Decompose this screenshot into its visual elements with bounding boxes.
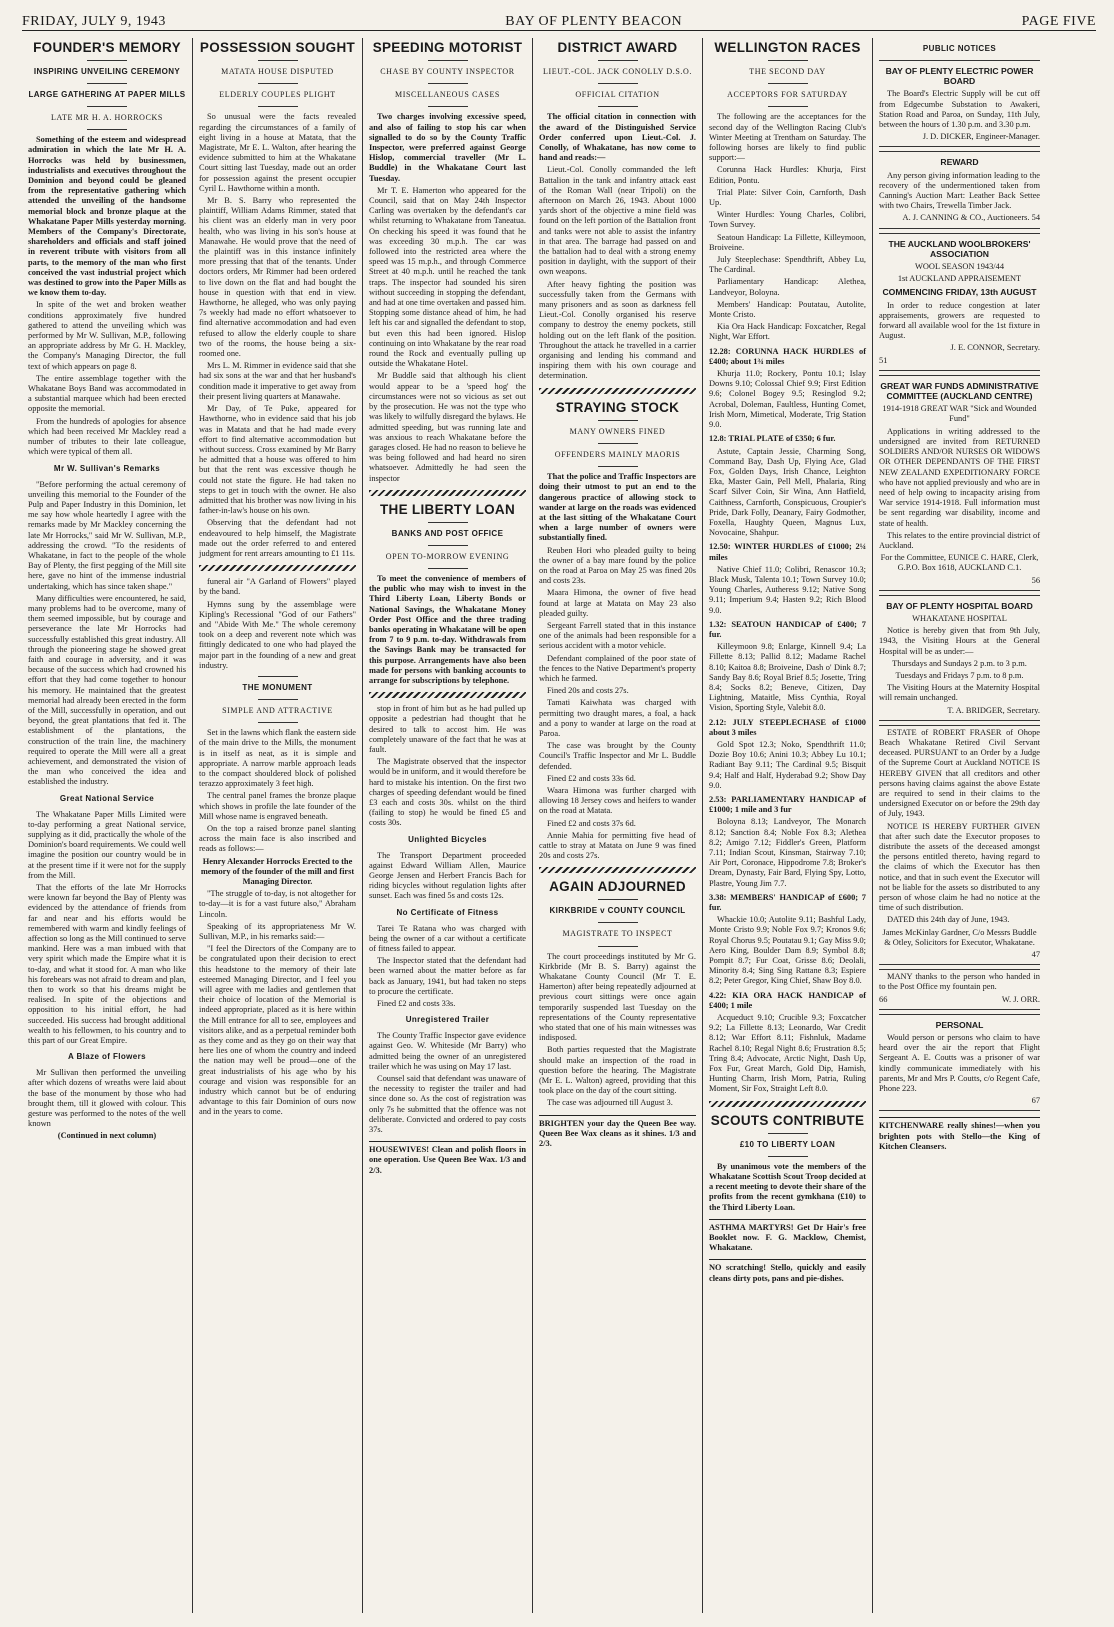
article-subhead: THE MONUMENT (242, 682, 313, 692)
inscription: Henry Alexander Horrocks Erected to the memory of the founder of the mill and first Managing Director. (200, 856, 355, 887)
advert-stello: NO scratching! Stello, quickly and easily cleans dirty pots, pans and pie-dishes. (709, 1259, 866, 1283)
paragraph: Many difficulties were encountered, he said, many problems had to be overcome, many of them seemed impossible, but by courage and perseverance the late Mr Horrocks had successfully established this great industry. All through the pioneering stage he showed great faith and courage in adversity, and it was because of the success which had crowned his effort that they had come together to honour his memory. He maintained that the greatest memorial had already been erected in the form of the Mill, successfully in operation, and out beyond, the great plantations that fed it. The establishment of the plantations, the construction of the train line, the machinery required to operate the Mill were all a great achievement, and demonstrated the vision of the man who conceived the idea and established the industry. (28, 593, 186, 787)
race-heading: 1.32: SEATOUN HANDICAP of £400; 7 fur. (709, 619, 866, 639)
advert-kitchenware: KITCHENWARE really shines!—when you brighten pots with Stello—the King of Kitchen Cleansers. (879, 1117, 1040, 1152)
race-heading: 4.22: KIA ORA HACK HANDICAP of £400; 1 mile (709, 990, 866, 1010)
article-subhead: ELDERLY COUPLES PLIGHT (219, 90, 336, 100)
paragraph: From the hundreds of apologies for absence which had been received Mr Mackley read a number of tributes to their late colleague, which were typical of them all. (28, 416, 186, 457)
section-heading: Unregistered Trailer (405, 1015, 490, 1025)
notice-signature-name: W. J. ORR. (1001, 994, 1040, 1004)
notice-text: Thursdays and Sundays 2 p.m. to 3 p.m. (892, 658, 1027, 668)
column-possession-sought (192, 38, 362, 1613)
notice-number: 66 (879, 994, 888, 1004)
race-field: Whackie 10.0; Autolite 9.11; Bashful Lady, Monte Cristo 9.9; Noble Fox 9.7; Kronos 9.6; Royal Chorus 9.5; Poutatau 9.1; Gay Miss 9.0; Aero King, Boulder Dam 8.9; Symbol 8.8; Pompit 8.7; Fur Coat, Grisse 8.6; Deolali, Minority 8.4; Sing Sing Rattane 8.3; Espiere 8.2; Peter Gregor, King Chief, Shaw Boy 8.0. (709, 915, 866, 986)
paragraph: Lieut.-Col. Conolly commanded the left Battalion in the tank and infantry attack east of the Roman Wall (near Tripoli) on the afternoon on March 26, 1943. About 1000 yards short of the objective a mine field was found on the left portion of the Battalion front and tanks were not able to assist the infantry in that area. The barrage had passed on and the battalion had to deal with a strong enemy position in daylight, with the support of their own weapons. (539, 165, 696, 277)
notice-subhead: WOOL SEASON 1943/44 (914, 262, 1005, 272)
race-heading: 2.53: PARLIAMENTARY HANDICAP of £1000; 1 mile and 3 fur (709, 795, 866, 815)
paragraph: Counsel said that defendant was unaware of the necessity to register the trailer and had since done so. As the cost of registration was only 7s he submitted that the offence was not deliberate. Convicted and ordered to pay costs 37s. (369, 1074, 526, 1135)
paragraph: Corunna Hack Hurdles: Khurja, First Edition, Pontu. (709, 165, 866, 185)
section-heading: Unlighted Bicycles (408, 834, 487, 844)
race-heading: 12.28: CORUNNA HACK HURDLES of £400; about 1¾ miles (709, 346, 866, 366)
divider (369, 490, 526, 496)
paragraph: Fined £2 and costs 33s 6d. (547, 773, 636, 783)
paragraph: The central panel frames the bronze plaque which shows in profile the late founder of the Mill whose name is engraved beneath. (199, 791, 356, 821)
paragraph: Kia Ora Hack Handicap: Foxcatcher, Regal Night, War Effort. (709, 322, 866, 342)
column-wellington-races (702, 38, 872, 1613)
article-subhead: LARGE GATHERING AT PAPER MILLS (28, 90, 186, 99)
column-founders-memory (22, 38, 192, 1613)
paragraph: funeral air "A Garland of Flowers" played by the band. (199, 577, 356, 597)
paragraph: Mr Buddle said that although his client would appear to be a 'speed hog' the circumstances were not so vicious as set out by the prosecution. He was not the type who was likely to wilfully disregard the bylaws. He admitted speeding, but was running late and was anxious to reach Whakatane before the garages closed. He had no reason to believe he was being followed and had heard no siren whatsoever. Admittedly he had seen the inspector (369, 371, 526, 483)
paragraph: Hymns sung by the assemblage were Kipling's Recessional "God of our Fathers" and "Abide With Me." The whole ceremony took on a deep and reverent note which was fittingly dedicated to one who had played the major part in the founding of a new and great industry. (199, 599, 356, 670)
race-field: Acqueduct 9.10; Crucible 9.3; Foxcatcher 9.2; La Fillette 8.13; Leonardo, War Credit 8.12; War Effort 8.11; Fishnluk, Madame Rachel 8.10; Regal Night 8.6; Frustration 8.5; Tring 8.4; Advocate, Arctic Night, Dash Up, Fox Fur, Great March, Gold Dip, Hamish, Hunting Charm, Irish Morn, Patria, Ruling Moment, Sir Fox, Straight Left 8.0. (709, 1013, 866, 1094)
paragraph: Seatoun Handicap: La Fillette, Killeymoon, Broiveine. (709, 232, 866, 252)
section-title: PUBLIC NOTICES (922, 44, 997, 53)
article-title: AGAIN ADJOURNED (549, 879, 686, 895)
article-subhead: OFFENDERS MAINLY MAORIS (554, 449, 681, 459)
paragraph: Mr Sullivan then performed the unveiling after which dozens of wreaths were laid about the base of the monument by those who had brought them, till it glowed with colour. This gesture was performed to the notes of the well known (28, 1068, 186, 1129)
paragraph: The Whakatane Paper Mills Limited were to-day performing a great National service, supplying as it did, practically the whole of the Dominion's board requirements. We could well imagine the position our country would be in at the present time if it were not for the supply from the Mill. (28, 809, 186, 880)
article-subhead: MANY OWNERS FINED (569, 426, 666, 436)
notice-text: The Board's Electric Supply will be cut off from Edgecumbe Substation to Awakeri, Station Road and Paroa, on Sunday, 11th July, between the hours of 1.30 p.m. and 3.30 p.m. (879, 89, 1040, 130)
paragraph: So unusual were the facts revealed regarding the circumstances of a family of eight living in a house at Matata, that the Magistrate, Mr E. L. Walton, after hearing the evidence submitted to him at the Whakatane Court sitting last Tuesday, made out an order for possession against the present occupier Cyril L. Hawthorne within a month. (199, 112, 356, 193)
divider (369, 692, 526, 698)
article-lead: The official citation in connection with the award of the Distinguished Service Order conferred upon Lieut.-Col. J. Conolly, of Whakatane, has now come to hand and reads:— (539, 112, 696, 163)
paragraph: Fined 20s and costs 27s. (547, 686, 629, 696)
notice-number: 47 (1031, 950, 1040, 960)
article-title: FOUNDER'S MEMORY (33, 40, 181, 55)
article-subhead: SIMPLE AND ATTRACTIVE (222, 705, 333, 715)
race-field: Khurja 11.0; Rockery, Pontu 10.1; Islay Downs 9.10; Colossal Chief 9.9; First Edition 9.6; Colonel Bogey 9.5; Resinglod 9.2; Acrobal, Doleman, Faultless, Hunting Comet, Irish Morn, Mimetical, Moderate, Trig Station 9.0. (709, 369, 866, 430)
paragraph: The Transport Department proceeded against Edward William Allen, Maurice George Jensen and Herbert Francis Bach for riding bicycles without regulation lights after sunset. Each was fined 5s and costs 12s. (369, 850, 526, 901)
notice-number: 67 (1031, 1096, 1040, 1106)
section-heading: No Certificate of Fitness (396, 907, 499, 917)
paragraph: Set in the lawns which flank the eastern side of the main drive to the Mills, the monument is in itself as neat, as it is simple and appropriate. A narrow marble approach leads to the compact shouldered block of polished terazzo approximately 3 feet high. (199, 728, 356, 789)
notice-heading: REWARD (940, 157, 979, 168)
race-field: Gold Spot 12.3; Noko, Spendthrift 11.0; Dozie Boy 10.6; Anini 10.3; Abbey Lu 10.1; Radiant Bay 9.11; The Cardinal 9.5; Bisquit 9.4; Half and Half, Hyderabad 9.2; Show Day 9.0. (709, 739, 866, 790)
notice-war-funds (879, 375, 1040, 591)
masthead (22, 4, 1096, 31)
liberty-loan-title: THE LIBERTY LOAN (379, 501, 516, 517)
divider (199, 565, 356, 571)
article-title: STRAYING STOCK (555, 399, 680, 415)
notice-text: ESTATE of ROBERT FRASER of Ohope Beach Whakatane Retired Civil Servant deceased. PURSUANT to an Order by a Judge of the Supreme Court at Auckland NOTICE IS HEREBY GIVEN that all creditors and other persons having claims against the above Estate are required to send in their claims to the undersigned Executor on or before the 29th day of July, 1943. (879, 727, 1040, 819)
notice-personal (879, 1014, 1040, 1112)
notice-signature: For the Committee, EUNICE C. HARE, Clerk, G.P.O. Box 1618, AUCKLAND C.1. (880, 553, 1039, 573)
notice-woolbrokers (879, 233, 1040, 371)
notice-number: 54 (1031, 213, 1040, 223)
article-subhead: MISCELLANEOUS CASES (395, 90, 500, 100)
paragraph: Mr Day, of Te Puke, appeared for Hawthorne, who in evidence said that his job was in Matata and that he had made every effort to find alternative accommodation but without success. Cross examined by Mr Barry he admitted that a house was offered to him but that the rent was excessive though he could not state the figure. He had taken no steps to get in touch with the owner. He also admitted that his brother was now living in his father-in-law's house on his own. (199, 404, 356, 516)
race-field: Killeymoon 9.8; Enlarge, Kinnell 9.4; La Fillette 8.13; Pallid 8.12; Madame Rachel 8.10; Kaitoa 8.8; Broiveine, Dash o' Dink 8.7; Sandy Bay 8.6; Royal Brief 8.5; Josette, Tring 8.4; Socks 8.2; Beneve, Citizen, Day Lightning, Mataitle, Miss Cynthia, Royal Vision, Sporting Style, Valebit 8.0. (709, 642, 866, 713)
paragraph: Trial Plate: Silver Coin, Carnforth, Dash Up. (709, 187, 866, 208)
notice-reward (879, 151, 1040, 228)
paragraph: Both parties requested that the Magistrate should make an inspection of the road in question before the hearing. The Magistrate (Mr E. L. Walton) agreed, providing that this took place on the day of the court sitting. (539, 1045, 696, 1096)
notice-number: 56 (1031, 575, 1040, 585)
page-columns (22, 38, 1096, 1613)
paragraph: In spite of the wet and broken weather conditions approximately five hundred gathered to attend the unveiling which was performed by Mr W. Sullivan, M.P., following an appropriate address by Mr G. H. Mackley, the Company's Managing Director, the full text of which appears on page 8. (28, 300, 186, 371)
paragraph: Members' Handicap: Poutatau, Autolite, Monte Cristo. (709, 299, 866, 320)
notice-text: Any person giving information leading to the recovery of the undermentioned taken from Canning's Auction Mart: Leather Back Settee with two Chairs, Trewella Timber Jack. (879, 170, 1040, 211)
article-subhead: £10 TO LIBERTY LOAN (739, 1139, 836, 1149)
paragraph: After heavy fighting the position was successfully taken from the Germans with many prisoners and as soon as darkness fell Lieut.-Col. Conolly organised his reserve company to destroy the enemy pockets, still holding out on the left flank of the position. Throughout the attack he travelled in a carrier organising and lending his command and inspiring them with his own courage and determination. (539, 279, 696, 381)
notice-heading: GREAT WAR FUNDS ADMINISTRATIVE COMMITTEE (AUCKLAND CENTRE) (880, 380, 1039, 402)
article-lead: Two charges involving excessive speed, and also of failing to stop his car when signalled to do so by the County Traffic Inspector, were preferred against George Hislop, commercial traveller (Mr L. Buddle) in the Whakatane Court last Tuesday. (369, 112, 526, 183)
advert-asthma: ASTHMA MARTYRS! Get Dr Hair's free Booklet now. F. G. Macklow, Chemist, Whakatane. (709, 1219, 866, 1254)
notice-text: The Visiting Hours at the Maternity Hospital will remain unchanged. (879, 683, 1040, 703)
notice-hospital-board (879, 595, 1040, 721)
race-field: Boloyna 8.13; Landveyor, The Monarch 8.12; Sanction 8.4; Noble Fox 8.3; Alethea 8.2; Amigo 7.12; Fiddler's Green, Platform 7.11; Indian Scout, Kinsman, Stairway 7.10; Air Port, Coronace, Hippodrome 7.8; Broker's Dream, Dynasty, Fair Bard, Flying Spy, Lotto, Plastre, Young Jim 7.7. (709, 817, 866, 888)
paragraph: July Steeplechase: Spendthrift, Abbey Lu, The Cardinal. (709, 255, 866, 275)
notice-text: DATED this 24th day of June, 1943. (887, 915, 1010, 925)
notice-text: NOTICE IS HEREBY FURTHER GIVEN that after such date the Executor proposes to distribute the assets of the deceased amongst the persons entitled thereto, having regard to the claims of which the Executor has then notice, and that in such event the Executor will not be liable for the assets so distributed to any person of whose claim he had no notice at the time of such distribution. (879, 821, 1040, 913)
notice-text: This relates to the entire provincial district of Auckland. (879, 530, 1040, 550)
paragraph: By unanimous vote the members of the Whakatane Scottish Scout Troop decided at a recent meeting to devote their share of the profits from the recent gymkhana (£10) to the Third Liberty Loan. (709, 1161, 866, 1212)
notice-heading: BAY OF PLENTY HOSPITAL BOARD (886, 600, 1033, 611)
notice-signature: J. E. CONNOR, Secretary. (950, 343, 1040, 353)
article-subhead: KIRKBRIDE v COUNTY COUNCIL (549, 906, 686, 916)
notice-subhead: 1st AUCKLAND APPRAISEMENT (897, 274, 1022, 284)
paragraph: Parliamentary Handicap: Alethea, Landveyor, Boloyna. (709, 277, 866, 297)
article-title: SCOUTS CONTRIBUTE (710, 1112, 865, 1128)
notice-heading: PERSONAL (935, 1019, 984, 1030)
divider (539, 388, 696, 394)
article-subhead: ACCEPTORS FOR SATURDAY (727, 90, 848, 100)
notice-text: MANY thanks to the person who handed in to the Post Office my fountain pen. (879, 972, 1040, 992)
paragraph: On the top a raised bronze panel slanting across the main face is also inscribed and reads as follows:— (199, 824, 356, 854)
notice-subhead: COMMENCING FRIDAY, 13th AUGUST (882, 287, 1037, 298)
paragraph: Maara Himona, the owner of five head found at large at Matata on May 23 also pleaded guilty. (539, 588, 696, 618)
notice-signature (879, 213, 1040, 223)
article-lead: Something of the esteem and widespread admiration in which the late Mr H. A. Horrocks was held by businessmen, industrialists and executives throughout the Dominion and beyond could be gleaned from the representative gathering which attended the unveiling of the handsome memorial block and bronze plaque at the Whakatane Paper Mills yesterday morning. Members of the Company's Directorate, shareholders and officials and staff joined in reverent tribute with visitors from all parts, to the memory of the man who first conceived the vast industrial project which was destined to grow into the Paper Mills as we know them to-day. (28, 135, 186, 298)
paragraph: The Magistrate observed that the inspector would be in uniform, and it would therefore be hard to mistake his intention. On the first two charges of speeding defendant would be fined £3 each and costs 30s. whilst on the third (failing to stop) he would be fined £5 and costs 30s. (369, 757, 526, 828)
notice-text: In order to reduce congestion at later appraisements, growers are requested to forward all available wool for the 1st fixture in August. (879, 300, 1040, 341)
article-subhead: LIEUT.-COL. JACK CONOLLY D.S.O. (543, 67, 692, 76)
notice-text: Notice is hereby given that from 9th July, 1943, the Visiting Hours at the General Hospital will be as under:— (879, 626, 1040, 656)
paragraph: stop in front of him but as he had pulled up opposite a pedestrian had thought that he desired to talk to accost him. He was completely unaware of the fact that he was at fault. (369, 704, 526, 754)
notice-signature (879, 995, 1040, 1005)
notice-signature: James McKinlay Gardner, C/o Messrs Buddle & Otley, Solicitors for Executor, Whakatane. (882, 927, 1037, 947)
paragraph: Reuben Hori who pleaded guilty to being the owner of a bay mare found by the police on the road at Paroa on May 25 was fined 20s and costs 23s. (539, 545, 696, 586)
notice-power-board (879, 60, 1040, 147)
paragraph: Fined £2 and costs 33s. (377, 999, 456, 1009)
article-lead: That the police and Traffic Inspectors are doing their utmost to put an end to the dangerous practice of allowing stock to wander at large on the roads was evidenced at the last sitting of the Whakatane Court when a large number of owners were substantially fined. (539, 472, 696, 543)
paragraph: The following are the acceptances for the second day of the Wellington Racing Club's Winter Meeting at Trentham on Saturday. The following horses are likely to find public support:— (709, 112, 866, 163)
column-public-notices (872, 38, 1046, 1613)
paragraph: Fined £2 and costs 37s 6d. (547, 818, 636, 828)
notice-signature: J. D. DICKER, Engineer-Manager. (922, 132, 1040, 142)
paragraph: The Inspector stated that the defendant had been warned about the matter before as far back as January, 1941, but had taken no steps to procure the certificate. (369, 956, 526, 996)
race-field: Native Chief 11.0; Colibri, Renascor 10.3; Black Musk, Talenta 10.1; Town Survey 10.0; Young Charles, Autheress 9.12; Native Song 9.11; Imperium 9.4; Hasten 9.2; Rich Blood 9.0. (709, 564, 866, 615)
paragraph: Sergeant Farrell stated that in this instance one of the animals had been responsible for a serious accident with a motor vehicle. (539, 620, 696, 651)
notice-estate (879, 725, 1040, 965)
article-subhead: MAGISTRATE TO INSPECT (562, 929, 673, 939)
article-subhead: LATE MR H. A. HORROCKS (51, 113, 163, 122)
masthead-paper: BAY OF PLENTY BEACON (505, 14, 683, 29)
article-subhead: CHASE BY COUNTY INSPECTOR (380, 67, 515, 76)
notice-subhead: WHAKATANE HOSPITAL (912, 613, 1007, 623)
column-speeding-motorist (362, 38, 532, 1613)
section-heading: Mr W. Sullivan's Remarks (53, 463, 161, 473)
article-subhead: THE SECOND DAY (749, 67, 826, 76)
notice-heading: THE AUCKLAND WOOLBROKERS' ASSOCIATION (888, 238, 1031, 259)
paragraph: Mr B. S. Barry who represented the plaintiff, William Adams Rimmer, stated that his client was an elderly man in very poor health, who was living in his son's house at Manawahe. He would prove that the need of the plaintiff was in this instance infinitely more pressing that that of the tenants. Under doctors orders, Mr Rimmer had been ordered to live down on the flat and had bought the house in question with that end in view. Hawthorne, he alleged, who was only paying 7s weekly had made no effort whatsoever to find alternative accommodation and had even refused to allow the elderly couple to share two of the rooms, the house being a six-roomed one. (199, 196, 356, 359)
divider (709, 1101, 866, 1107)
paragraph: Winter Hurdles: Young Charles, Colibri, Town Survey. (709, 210, 866, 230)
article-subhead: OPEN TO-MORROW EVENING (385, 551, 510, 561)
race-heading: 12.8: TRIAL PLATE of £350; 6 fur. (709, 434, 836, 444)
paragraph: Mr T. E. Hamerton who appeared for the Council, said that on May 24th Inspector Carling was overtaken by the defendant's car whilst returning to Whakatane from Taneatua. On checking his speed it was found that he was exceeding 30 m.p.h. The car was followed into the restricted area where the speed was 15 m.p.h., and through Commerce Street at 40 m.p.h. until he reached the tank traps. The inspector had sounded his siren without succeeding in stopping the defendant, and had at one time overtaken and passed him. Stopping some distance ahead of him, he had left his car and signalled the defendant to stop, but even this had been ignored. Hislop continuing on into Whakatane by the rear road round the Rock and eventually pulling up outside the Whakatane Hotel. (369, 185, 526, 369)
race-heading: 2.12: JULY STEEPLECHASE of £1000 about 3 miles (709, 717, 866, 737)
paragraph: The court proceedings instituted by Mr G. Kirkbride (Mr B. S. Barry) against the Whakatane County Council (Mr T. E. Hamerton) after being repeatedly adjourned at previous court sittings were once again temporarily suspended last Tuesday on the representations of the County representative who stated that one of his main witnesses was indisposed. (539, 951, 696, 1043)
liberty-loan-text: To meet the convenience of members of the public who may wish to invest in the Third Liberty Loan, Liberty Bonds or National Savings, the Whakatane Money Order Post Office and the three trading banks operating in Whakatane will be open from 7 to 9 p.m. to-day. Withdrawals from the Savings Bank may be transacted for this purpose. Arrangements have also been made for persons with banking accounts to arrange for subscriptions by telephone. (369, 573, 526, 685)
notice-signature: T. A. BRIDGER, Secretary. (947, 705, 1040, 715)
notice-subhead: 1914-1918 GREAT WAR "Sick and Wounded Fund" (882, 404, 1037, 424)
notice-text: Tuesdays and Fridays 7 p.m. to 8 p.m. (895, 670, 1024, 680)
advert-queen-bee: HOUSEWIVES! Clean and polish floors in one operation. Use Queen Bee Wax. 1/3 and 2/3. (369, 1141, 526, 1176)
divider (539, 867, 696, 873)
paragraph: Waara Himona was further charged with allowing 18 Jersey cows and heifers to wander on the road at Matata. (539, 785, 696, 816)
section-heading: A Blaze of Flowers (67, 1052, 147, 1062)
paragraph: "The struggle of to-day, is not altogether for to-day—it is for a vast future also," Abraham Lincoln. (199, 889, 356, 919)
notice-heading: BAY OF PLENTY ELECTRIC POWER BOARD (885, 66, 1034, 87)
race-heading: 12.50: WINTER HURDLES of £1000; 2¼ miles (709, 542, 866, 562)
advert-queen-bee: BRIGHTEN your day the Queen Bee way. Queen Bee Wax cleans as it shines. 1/3 and 2/3. (539, 1115, 696, 1150)
paragraph: "I feel the Directors of the Company are to be congratulated upon their decision to erect this headstone to the memory of their late esteemed Managing Director, and I feel you will agree with me ladies and gentlemen that their choice of location of the Memorial is indeed appropriate, placed as it is here within the Mill entrance for all to see, employees and visitors alike, and as a perpetual reminder both as they come and as they go on their way that here lies one of whom the country and indeed the nation may well be proud—one of the great industrialists of his age who by his courage and vision was responsible for an industry which cannot but be of enduring advantage to this fair Dominion of ours now and in the years to come. (199, 944, 356, 1117)
article-subhead: MATATA HOUSE DISPUTED (221, 67, 334, 76)
notice-thanks (879, 969, 1040, 1010)
masthead-page: PAGE FIVE (1021, 14, 1096, 29)
continued-note: (Continued in next column) (57, 1131, 157, 1141)
column-district-award (532, 38, 702, 1613)
paragraph: Observing that the defendant had not endeavoured to help himself, the Magistrate made out the order referred to and entered judgment for rent arrears amounting to £1 11s. (199, 518, 356, 558)
paragraph: Tarei Te Ratana who was charged with being the owner of a car without a certificate of fitness failed to appear. (369, 923, 526, 954)
paragraph: The entire assemblage together with the Whakatane Boys Band was accommodated in a substantial marquee which had been erected opposite the memorial. (28, 373, 186, 414)
paragraph: The case was adjourned till August 3. (547, 1098, 673, 1108)
notice-text: Applications in writing addressed to the undersigned are invited from RETURNED SOLDIERS AND/OR NURSES OR WIDOWS OR OTHER DEPENDANTS OF THE FIRST NEW ZEALAND EXPEDITIONARY FORCE who have not applied previously and who are in need of help owing to incapacity arising from War service 1914-1918. Full information must be sent regarding war disability, income and state of health. (879, 426, 1040, 528)
article-title: SPEEDING MOTORIST (372, 40, 523, 55)
paragraph: Mrs L. M. Rimmer in evidence said that she had six sons at the war and that her husband's condition made it imperative to get away from their present living quarters at Manawahe. (199, 361, 356, 401)
paragraph: The County Traffic Inspector gave evidence against Geo. W. Whiteside (Mr Barry) who admitted being the owner of an unregistered trailer which he was using on May 17 last. (369, 1031, 526, 1071)
article-subhead: OFFICIAL CITATION (575, 90, 660, 100)
article-title: POSSESSION SOUGHT (199, 40, 356, 55)
article-title: WELLINGTON RACES (714, 40, 861, 55)
paragraph: Annie Mahia for permitting five head of cattle to stray at Matata on June 9 was fined 20s and costs 27s. (539, 830, 696, 861)
race-heading: 3.38: MEMBERS' HANDICAP of £600; 7 fur. (709, 892, 866, 913)
paragraph: "Before performing the actual ceremony of unveiling this memorial to the Founder of the Pulp and Paper Industry in this Dominion, let me say how whole heartedly I agree with the remarks made by Mr Mackley concerning the late Mr Horrocks," said Mr W. Sullivan, M.P., addressing the crowd. "To the residents of Whakatane, in fact to the people of the whole Bay of Plenty, the first pegging of the Mill site here, gave no hint of the immense industrial undertaking, which has since taken shape." (28, 479, 186, 591)
paragraph: Speaking of its appropriateness Mr W. Sullivan, M.P., in his remarks said:— (199, 921, 356, 942)
notice-signature-name: A. J. CANNING & CO., Auctioneers. (902, 213, 1030, 223)
article-subhead: INSPIRING UNVEILING CEREMONY (33, 67, 181, 76)
masthead-date: FRIDAY, JULY 9, 1943 (22, 14, 166, 29)
notice-text: Would person or persons who claim to have heard over the air the report that Flight Sergeant A. E. Coutts was a prisoner of war kindly communicate immediately with his parents, Mr and Mrs P. Coutts, c/o Regent Cafe, Phone 223. (879, 1033, 1040, 1094)
paragraph: Tamati Kaiwhata was charged with permitting two draught mares, a foal, a hack and a pony to wander at large on the road at Paroa. (539, 698, 696, 738)
paragraph: Defendant complained of the poor state of the fences to the Native Department's property which he farmed. (539, 653, 696, 683)
article-title: DISTRICT AWARD (557, 40, 678, 55)
paragraph: The case was brought by the County Council's Traffic Inspector and Mr L. Buddle defended. (539, 741, 696, 771)
section-heading: Great National Service (59, 793, 155, 803)
paragraph: That the efforts of the late Mr Horrocks were known far beyond the Bay of Plenty was evidenced by the attendance of friends from far and near and his efforts would be remembered with warm and kindly feelings of affection so long as the Mill continued to serve mankind. Here was a man imbued with that very spirit which made the Empire what it is to-day, and what it stood for. A man who like his forebears was not afraid to dream and plan, then to work so that his dreams might be realised. In spite of the objections and opposition to his initial effort, he had succeeded. His success had brought additional wealth to his fellowmen, to his country and to this part of our Great Empire. (28, 883, 186, 1046)
notice-number: 51 (879, 355, 888, 365)
race-field: Astute, Captain Jessie, Charming Song, Command Bay, Dash Up, Flying Ace, Glad Fox, Golden Days, Irish Chance, Leighton Eka, Master Gain, Pell Mell, Phalaria, Ring Scarf Silver Coin, Sir Wina, Ann Hatfield, Caithness, Carnforth, Conspicuous, Croupier's Pride, Dark Folly, Deanary, Fairy Godmother, Foxella, Haughty Queen, Magnus Lux, Novocaine, Shahpur. (709, 446, 866, 538)
article-subhead: BANKS AND POST OFFICE (391, 528, 504, 538)
